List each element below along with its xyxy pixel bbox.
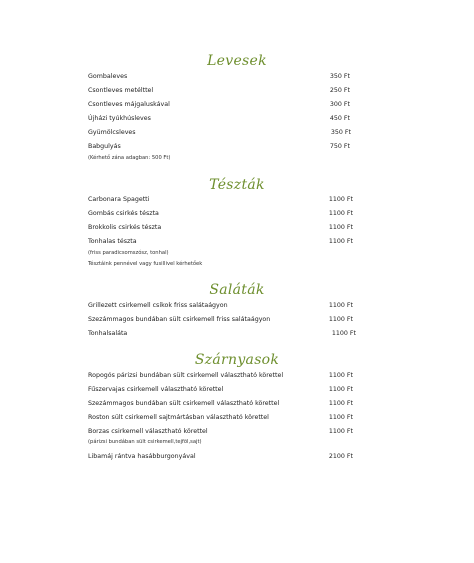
menu-item-name: Borzas csirkemell választható körettel [88,428,208,435]
menu-item-price: 1100 Ft [328,428,353,435]
menu-note: (friss paradicsomszósz, tonhal) [88,250,169,256]
section-title-levesek: Levesek [207,53,267,69]
menu-item-name: Libamáj rántva hasábburgonyával [88,453,196,460]
menu-item-name: Fűszervajas csirkemell választható körettel [88,386,224,393]
menu-item-price: 450 Ft [329,115,350,122]
menu-item-price: 1100 Ft [328,400,353,407]
menu-item-price: 1100 Ft [328,302,353,309]
menu-item-price: 750 Ft [329,143,350,150]
menu-item-name: Gombaleves [88,73,128,80]
menu-item-name: Brokkolis csirkés tészta [88,224,162,231]
menu-item-name: Carbonara Spagetti [88,196,150,203]
menu-item-price: 2100 Ft [328,453,353,460]
menu-note: (Kérhető zána adagban: 500 Ft) [88,155,171,161]
menu-note: (párizsi bundában sült csirkemell,tejföl,sajt) [88,439,202,445]
menu-item-price: 300 Ft [329,101,350,108]
menu-item-price: 350 Ft [329,73,350,80]
menu-item-name: Gyümölcsleves [88,129,136,136]
menu-item-name: Grillezett csirkemell csíkok friss salátaágyon [88,302,228,309]
menu-item-name: Gombás csirkés tészta [88,210,159,217]
menu-item-price: 1100 Ft [328,238,353,245]
menu-item-price: 1100 Ft [328,224,353,231]
menu-item-price: 1100 Ft [328,210,353,217]
menu-item-name: Roston sült csirkemell sajtmártásban választható körettel [88,414,269,421]
menu-item-price: 1100 Ft [331,330,356,337]
menu-item-name: Szezámmagos bundában sült csirkemell friss salátaágyon [88,316,271,323]
menu-item-price: 1100 Ft [328,196,353,203]
menu-note: Tésztáink pennével vagy fusillivel kérhetőek [88,261,203,267]
section-title-salatak: Saláták [209,282,265,298]
menu-item-name: Szezámmagos bundában sült csirkemell választható körettel [88,400,280,407]
menu-item-name: Babgulyás [88,143,121,150]
menu-item-name: Újházi tyúkhúsleves [88,115,151,122]
section-title-tesztak: Tészták [209,177,265,193]
menu-item-name: Ropogós párizsi bundában sült csirkemell választható körettel [88,372,284,379]
menu-item-price: 350 Ft [330,129,351,136]
menu-item-price: 1100 Ft [328,386,353,393]
menu-item-price: 1100 Ft [328,316,353,323]
menu-item-name: Csontleves májgaluskával [88,101,170,108]
menu-item-price: 1100 Ft [328,372,353,379]
menu-item-name: Tonhalsaláta [88,330,128,337]
section-title-szarnyasok: Szárnyasok [194,352,280,368]
menu-item-name: Tonhalas tészta [88,238,137,245]
menu-item-price: 1100 Ft [328,414,353,421]
menu-item-price: 250 Ft [329,87,350,94]
menu-item-name: Csontleves metélttel [88,87,154,94]
